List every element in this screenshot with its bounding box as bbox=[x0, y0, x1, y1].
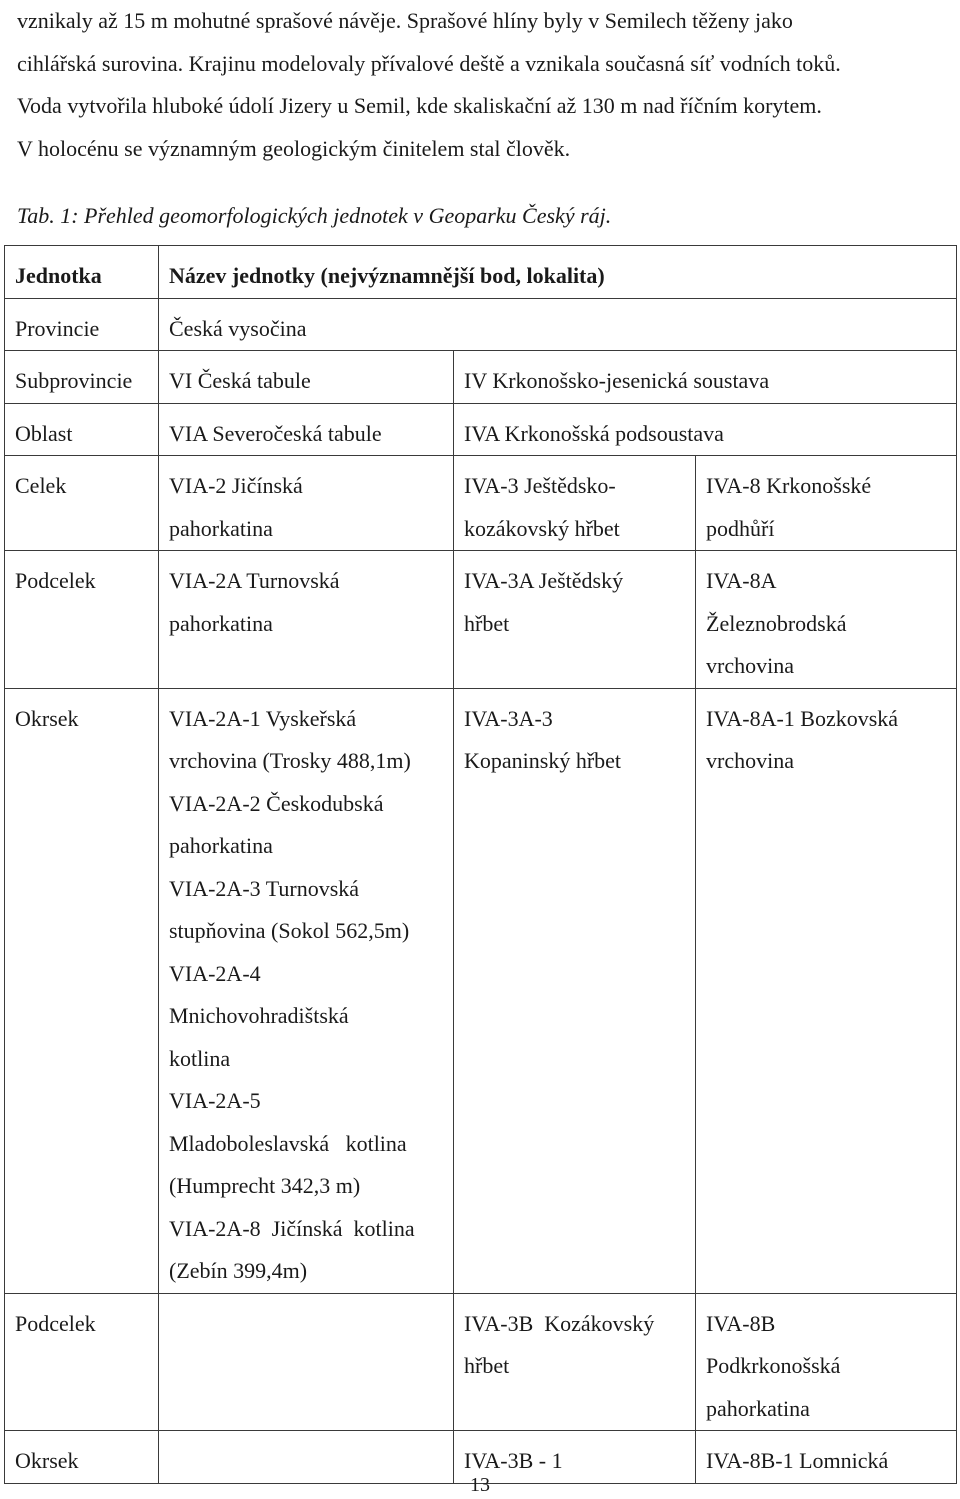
cell-value: VIA Severočeská tabule bbox=[159, 403, 454, 456]
cell-value: IV Krkonošsko-jesenická soustava bbox=[454, 351, 957, 404]
cell-line: IVA-8A-1 Bozkovská bbox=[706, 705, 899, 731]
row-label: Podcelek bbox=[5, 1293, 159, 1431]
cell-value: VI Česká tabule bbox=[159, 351, 454, 404]
cell-line: Mnichovohradištská bbox=[169, 1003, 349, 1028]
row-label: Podcelek bbox=[5, 551, 159, 689]
row-label: Okrsek bbox=[5, 688, 159, 1293]
cell-line: kotlina bbox=[169, 1045, 231, 1071]
cell-line: podhůří bbox=[706, 515, 775, 541]
cell-line: VIA-2 Jičínská bbox=[169, 473, 303, 498]
cell-line: (Humprecht 342,3 m) bbox=[169, 1173, 361, 1198]
cell-line: VIA-2A Turnovská bbox=[169, 568, 340, 593]
cell-line: Podkrkonošská bbox=[706, 1353, 841, 1378]
cell-line: VIA-2A-1 Vyskeřská bbox=[169, 705, 357, 731]
cell-line: Kopaninský hřbet bbox=[464, 748, 622, 773]
cell-line: pahorkatina bbox=[169, 833, 273, 858]
cell-line: IVA-3 Ještědsko- bbox=[464, 473, 616, 498]
cell-line: IVA-3A Ještědský bbox=[464, 568, 624, 593]
cell-value bbox=[454, 688, 696, 1293]
cell-value bbox=[696, 456, 957, 551]
cell-line: VIA-2A-2 Českodubská bbox=[169, 790, 384, 816]
cell-empty bbox=[159, 1293, 454, 1431]
cell-value: Česká vysočina bbox=[159, 298, 957, 351]
cell-line: VIA-2A-3 Turnovská bbox=[169, 875, 360, 901]
cell-value bbox=[454, 1293, 696, 1431]
paragraph-line: vznikaly až 15 m mohutné sprašové návěje. Sprašové hlíny byly v Semilech těženy jako bbox=[17, 8, 793, 33]
table-row-celek bbox=[5, 456, 957, 551]
paragraph-line: cihlářská surovina. Krajinu modelovaly přívalové deště a vznikala současná síť vodních toků. bbox=[17, 50, 841, 76]
row-label: Provincie bbox=[5, 298, 159, 351]
cell-line: Mladoboleslavská kotlina bbox=[169, 1130, 407, 1156]
cell-value: IVA-8B-1 Lomnická bbox=[696, 1431, 957, 1484]
table-header-row bbox=[5, 246, 957, 299]
cell-line: (Zebín 399,4m) bbox=[169, 1258, 308, 1283]
cell-line: IVA-8 Krkonošské bbox=[706, 473, 872, 498]
table-caption: Tab. 1: Přehled geomorfologických jednotek v Geoparku Český ráj. bbox=[17, 203, 612, 228]
cell-line: vrchovina (Trosky 488,1m) bbox=[169, 748, 411, 773]
table-row-podcelek bbox=[5, 1293, 957, 1431]
row-label: Okrsek bbox=[5, 1431, 159, 1484]
table-row-provincie bbox=[5, 298, 957, 351]
cell-line: hřbet bbox=[464, 610, 510, 636]
cell-line: VIA-2A-8 Jičínská kotlina bbox=[169, 1215, 415, 1241]
cell-value bbox=[159, 456, 454, 551]
cell-line: vrchovina bbox=[706, 653, 794, 678]
cell-value bbox=[696, 688, 957, 1293]
header-name: Název jednotky (nejvýznamnější bod, lokalita) bbox=[159, 246, 957, 299]
cell-line: VIA-2A-5 bbox=[169, 1088, 261, 1113]
geomorphology-table bbox=[4, 245, 957, 1484]
cell-value: IVA-3B - 1 bbox=[454, 1431, 696, 1484]
cell-line: pahorkatina bbox=[169, 515, 273, 541]
row-label: Oblast bbox=[5, 403, 159, 456]
table-row-okrsek bbox=[5, 688, 957, 1293]
table-row-subprovincie bbox=[5, 351, 957, 404]
cell-value bbox=[454, 456, 696, 551]
cell-line: VIA-2A-4 bbox=[169, 960, 261, 986]
cell-value bbox=[696, 551, 957, 689]
cell-line: IVA-3B Kozákovský bbox=[464, 1310, 655, 1336]
cell-value bbox=[159, 551, 454, 689]
cell-line: IVA-8A bbox=[706, 568, 777, 593]
cell-value bbox=[696, 1293, 957, 1431]
cell-line: pahorkatina bbox=[169, 610, 273, 636]
cell-value bbox=[159, 688, 454, 1293]
cell-line: Železnobrodská bbox=[706, 610, 847, 636]
cell-line: stupňovina (Sokol 562,5m) bbox=[169, 918, 410, 943]
cell-line: pahorkatina bbox=[706, 1395, 810, 1421]
paragraph-line: V holocénu se významným geologickým činitelem stal člověk. bbox=[17, 135, 571, 161]
row-label: Celek bbox=[5, 456, 159, 551]
cell-value: IVA Krkonošská podsoustava bbox=[454, 403, 957, 456]
cell-line: kozákovský hřbet bbox=[464, 515, 620, 541]
cell-line: IVA-3A-3 bbox=[464, 705, 553, 731]
table-row-podcelek bbox=[5, 551, 957, 689]
cell-line: vrchovina bbox=[706, 748, 794, 773]
cell-line: IVA-8B bbox=[706, 1310, 776, 1336]
cell-line: hřbet bbox=[464, 1353, 510, 1378]
intro-paragraph bbox=[17, 0, 952, 170]
header-unit: Jednotka bbox=[5, 246, 159, 299]
paragraph-line: Voda vytvořila hluboké údolí Jizery u Semil, kde skaliskační až 130 m nad říčním korytem. bbox=[17, 93, 822, 118]
table-row-oblast bbox=[5, 403, 957, 456]
cell-value bbox=[454, 551, 696, 689]
page-number: 13 bbox=[470, 1474, 490, 1496]
row-label: Subprovincie bbox=[5, 351, 159, 404]
